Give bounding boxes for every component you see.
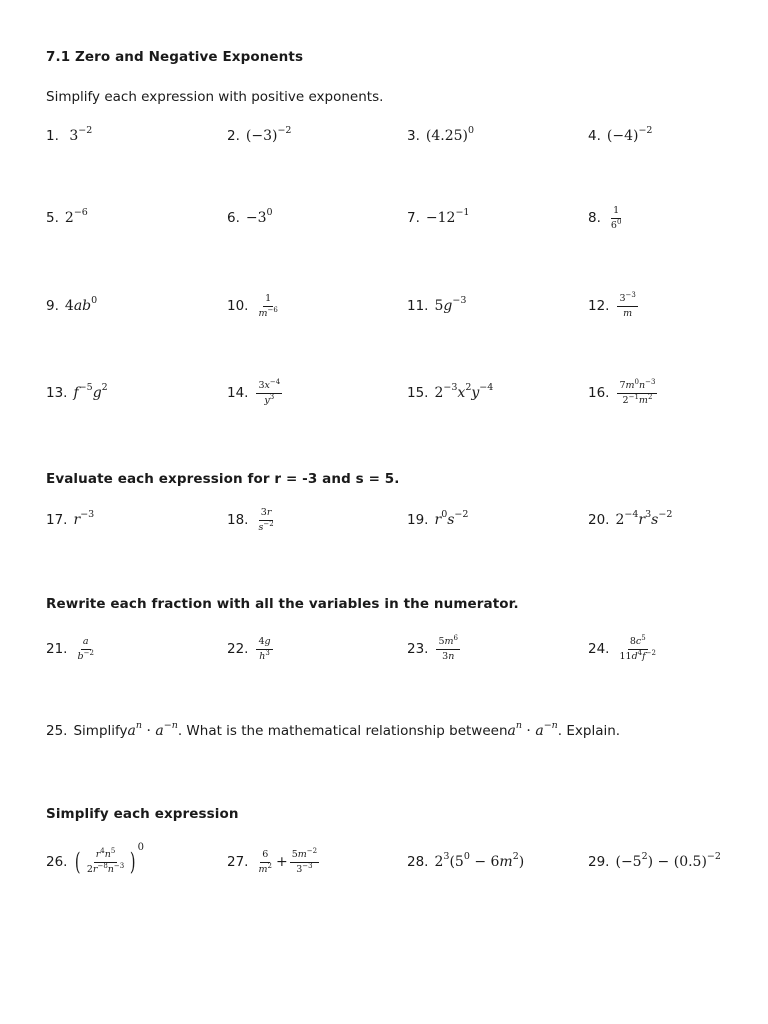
expression: $3^{-2}$ bbox=[64, 125, 93, 144]
problem-number: 4. bbox=[588, 128, 601, 144]
problem-number: 9. bbox=[46, 298, 59, 314]
problem-number: 21. bbox=[46, 641, 68, 657]
fraction: $\frac{1}{6^0}$ bbox=[610, 205, 622, 231]
problem-row bbox=[0, 627, 768, 671]
instructions: Simplify each expression with positive exponents. bbox=[46, 89, 384, 105]
problem-row bbox=[0, 371, 768, 415]
fraction: $\frac{4g}{h^3}$ bbox=[258, 636, 271, 662]
problem-12 bbox=[588, 284, 640, 328]
expression: $4ab^0$ bbox=[64, 295, 98, 314]
problem-22 bbox=[227, 627, 275, 671]
problem-number: 15. bbox=[407, 385, 429, 401]
problem-number: 8. bbox=[588, 210, 601, 226]
fraction: $\frac{6}{m^2}$ bbox=[258, 849, 272, 875]
problem-5 bbox=[46, 196, 88, 240]
right-paren: ) bbox=[130, 848, 136, 876]
problem-row bbox=[0, 498, 768, 542]
problem-number: 23. bbox=[407, 641, 429, 657]
problem-number: 27. bbox=[227, 854, 249, 870]
problem-row bbox=[0, 114, 768, 158]
problem-23 bbox=[407, 627, 462, 671]
problem-9 bbox=[46, 284, 97, 328]
problem-2 bbox=[227, 114, 291, 158]
problem-15 bbox=[407, 371, 493, 415]
expression: $2^3(5^0 - 6m^2)$ bbox=[434, 851, 525, 870]
problem-number: 19. bbox=[407, 512, 429, 528]
problem-number: 13. bbox=[46, 385, 68, 401]
problem-number: 7. bbox=[407, 210, 420, 226]
section-heading-simplify: Simplify each expression bbox=[46, 806, 239, 822]
problem-20 bbox=[588, 498, 672, 542]
expression: $-3^0$ bbox=[245, 207, 273, 226]
problem-13 bbox=[46, 371, 108, 415]
problem-29 bbox=[588, 840, 721, 884]
problem-number: 20. bbox=[588, 512, 610, 528]
expression: $(-3)^{-2}$ bbox=[245, 125, 292, 144]
problem-17 bbox=[46, 498, 94, 542]
expression: $(4.25)^0$ bbox=[425, 125, 475, 144]
problem-6 bbox=[227, 196, 273, 240]
problem-26 bbox=[46, 840, 144, 884]
problem-14 bbox=[227, 371, 284, 415]
problem-11 bbox=[407, 284, 466, 328]
problem-row bbox=[0, 284, 768, 328]
problem-3 bbox=[407, 114, 474, 158]
problem-8 bbox=[588, 196, 625, 240]
page-title: 7.1 Zero and Negative Exponents bbox=[46, 49, 304, 65]
expression: $5g^{-3}$ bbox=[434, 295, 467, 314]
problem-number: 6. bbox=[227, 210, 240, 226]
expression: $2^{-4}r^3s^{-2}$ bbox=[615, 509, 673, 528]
problem-number: 29. bbox=[588, 854, 610, 870]
fraction: $\frac{5m^6}{3n}$ bbox=[438, 634, 459, 662]
problem-19 bbox=[407, 498, 468, 542]
problem-number: 12. bbox=[588, 298, 610, 314]
problem-number: 17. bbox=[46, 512, 68, 528]
problem-number: 14. bbox=[227, 385, 249, 401]
fraction: $\frac{7m^0n^{-3}}{2^{-1}m^2}$ bbox=[619, 378, 656, 406]
problem-25 bbox=[46, 720, 621, 739]
problem-row bbox=[0, 840, 768, 884]
q25-explain: . Explain. bbox=[557, 723, 621, 739]
problem-number: 2. bbox=[227, 128, 240, 144]
problem-number: 24. bbox=[588, 641, 610, 657]
problem-number: 1. bbox=[46, 128, 59, 144]
problem-7 bbox=[407, 196, 469, 240]
expression: $(-4)^{-2}$ bbox=[606, 125, 653, 144]
fraction: $\frac{a}{b^{-2}}$ bbox=[77, 636, 94, 662]
plus-sign: + bbox=[275, 854, 288, 870]
problem-number: 22. bbox=[227, 641, 249, 657]
fraction: $\frac{8c^5}{11d^4f^{-2}}$ bbox=[619, 634, 656, 662]
problem-row bbox=[0, 196, 768, 240]
problem-number: 3. bbox=[407, 128, 420, 144]
expression: $(-5^2) - (0.5)^{-2}$ bbox=[615, 851, 721, 870]
expression: $r^{-3}$ bbox=[73, 509, 95, 528]
problem-4 bbox=[588, 114, 652, 158]
problem-27 bbox=[227, 840, 321, 884]
fraction: $\frac{3^{-3}}{m}$ bbox=[619, 291, 636, 319]
problem-number: 26. bbox=[46, 854, 68, 870]
q25-question: . What is the mathematical relationship between bbox=[177, 723, 508, 739]
section-heading-rewrite: Rewrite each fraction with all the variables in the numerator. bbox=[46, 596, 519, 612]
problem-number: 25. bbox=[46, 723, 68, 739]
expression: $-12^{-1}$ bbox=[425, 207, 470, 226]
problem-number: 16. bbox=[588, 385, 610, 401]
problem-number: 5. bbox=[46, 210, 59, 226]
problem-16 bbox=[588, 371, 659, 415]
expression: $f^{-5}g^2$ bbox=[73, 382, 108, 401]
expression: $2^{-6}$ bbox=[64, 207, 88, 226]
expression: $r^0s^{-2}$ bbox=[434, 509, 469, 528]
exponent: 0 bbox=[137, 842, 144, 853]
left-paren: ( bbox=[75, 848, 81, 876]
section-heading-evaluate: Evaluate each expression for r = -3 and s = 5. bbox=[46, 471, 400, 487]
problem-21 bbox=[46, 627, 98, 671]
fraction: $\frac{r^4n^5}{2r^{-8}n^{-3}}$ bbox=[86, 847, 125, 875]
q25-simplify: Simplify bbox=[73, 723, 128, 739]
fraction: $\frac{3r}{s^{-2}}$ bbox=[258, 507, 274, 533]
fraction: $\frac{3x^{-4}}{y^3}$ bbox=[258, 378, 281, 406]
problem-number: 18. bbox=[227, 512, 249, 528]
fraction: $\frac{5m^{-2}}{3^{-3}}$ bbox=[291, 847, 318, 875]
expression: $a^n \cdot a^{-n}$ bbox=[127, 720, 178, 739]
problem-number: 10. bbox=[227, 298, 249, 314]
problem-24 bbox=[588, 627, 660, 671]
problem-28 bbox=[407, 840, 524, 884]
expression: $2^{-3}x^2y^{-4}$ bbox=[434, 382, 494, 401]
problem-number: 28. bbox=[407, 854, 429, 870]
fraction: $\frac{1}{m^{-6}}$ bbox=[258, 293, 278, 319]
problem-number: 11. bbox=[407, 298, 429, 314]
problem-18 bbox=[227, 498, 278, 542]
problem-10 bbox=[227, 284, 282, 328]
problem-1 bbox=[46, 114, 92, 158]
expression: $a^n \cdot a^{-n}$ bbox=[507, 720, 558, 739]
